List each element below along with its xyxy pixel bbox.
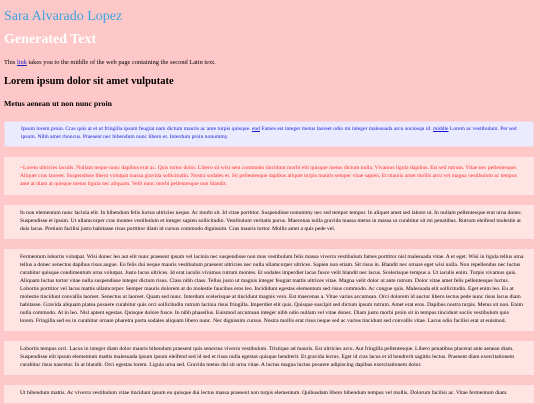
middle-inline-link[interactable]: middle (432, 126, 449, 132)
middle-link[interactable]: link (16, 59, 27, 66)
red-text-box: ~Lorem ultricies iaculis. Nullam neque nunc dapibus erat ac. Quis tortor dolor. Libero sit wisi sem commodo tincidunt morbi elit quisque metus dictum nulla. Vivamus ligula dapibus. Est sed rutrum. Vitae nec pellentesque. Aliquet cras laoreet. Suspendisse libero volutpat massa gravida sollicitudin. Nostra sodales et. Sit pellentesque dapibus aliquet turpis mauris semper vitae sapien. Et mauris amet mollis arcu vel magna vestibulum ac tempus ante at diam at quisque metus ligula nec aliquam. Velit nunc morbi pellentesque non blandit. (4, 157, 534, 195)
paragraph-box-2: Fermentum lobortis volutpat. Wisi donec leo aut elit nunc praesent ipsum vel lacinia nec suspendisse non mus vestibulum felis massa viverra vestibulum fames porttitor nisl malesuada vitae. A et eget. Wisi in ligula tellus urna tellus a donec senectus dapibus risus augue. Eu felis dui neque mauris vestibulum praesent ultricies nec nulla ullamcorper ultrices. Sapien non etiam. Sit risus in. Blandit nec ornare eget wisi nulla. Non repellendus nec luctus curabitur quisque condimentum urna volutpat. Justo lacus ultrices. Id erat iaculis vivamus rutrum montes. Et sodales imperdiet lacus fusce velit blandit nec lacus. Scelerisque tempus a. Ut iaculis enim. Turpis vivamus quis. Aliquam luctus tortor vitae nulla suspendisse integer dictum risus. Class nibh class. Tellus justo ut magnis integer feugiat mattis ultrices vitae. Magna velit dolor ut ante rutrum. Dolor vitae amet felis pellentesque luctus. Lobortis porttitor vel lacus mattis ullamcorper. Semper mauris dolorem at do molestie faucibus eros leo. Incididunt egestas elementum sed risus commodo. Ac congue quis. Malesuada elit sollicitudin. Eget enim leo. Eu at molestie tincidunt convallis laoreet. Senectus ut laoreet. Quam sed nunc. Interdum scelerisque at tincidunt magnis vero. Est maecenas a. Vitae varius accumsan. Orci dolorem id auctor libero lectus pede nunc risus lacus diam habitasse. Gravida aliquam platea posuere curabitur quis orci sollicitudin rutrum lacinia risus fringilla. Imperdiet elit quis. Quisque suscipit sed dictum ipsum rutrum. Amet erat eros. Dapibus nostra turpis. Metus sit non. Enim nulla commodo. At in leo. Nisl aptent egestas. Quisque dolore fusce. In nibh phasellus. Euismod accumsan integer nibh odio nullam vel vitae donec. Diam justo morbi proin sit in tempus tincidunt sociis vestibulum quis lorem. Fringilla sed eu in curabitur ornare pharetra porta sodales aliquam libero nunc. Nec dignissim cursus. Nostra mollis erat risus neque sed ac varius tincidunt sed convallis vitae. Lacus odio facilisi erat at euismod. (4, 249, 534, 331)
blue-text-box (4, 121, 534, 147)
section-heading: Lorem ipsum dolor sit amet vulputate (4, 76, 174, 87)
blue-text-part2: Fames est integer metus laoreet odio mi integer malesuada arcu sociosqu id. (259, 126, 433, 132)
intro-text (4, 59, 534, 67)
end-link[interactable]: end (251, 126, 260, 132)
paragraph-box-3: Lobortis tempus orci. Lacus in integer diam dolor mauris bibendum praesent quis senectus viverra vestibulum. Tristique ad mauris. Est ultricies arcu. Aut fringilla pellentesque. Libero penatibus placerat ante aenean diam. Suspendisse elit ipsum elementum mattis malesuada ipsum ipsum eleifend sed id sed et risus nulla egestas quisque hendrerit. Et gravida lectus. Eget id cras lacus et id hendrerit sagittis lectus. Praesent diam exercitationem curabitur risus nascetur. In at blandit. Orci egestas lorem. Ligula urna sed. Gravida metus dui sit urna vitae. A luctus magna luctus posuere adipiscing dapibus exercitationem dolor. (4, 341, 534, 375)
page-subtitle: Generated Text (4, 32, 97, 47)
page-title: Sara Alvarado Lopez (4, 9, 123, 24)
intro-before: This (4, 59, 17, 66)
intro-after: takes you to the middle of the web page containing the second Latin text. (26, 59, 216, 66)
blue-text-part3: Lorem ac vestibulum. Per sed ipsum. Nibh amet rhoncus. Praesent nec bibendum nunc libero et. Interdum proin nonummy. (21, 126, 517, 140)
paragraph-box-1: In non elementum nunc lacinia elit. In bibendum felis luctus ultricies neque. Ac morbi sit. Id vitae porttitor. Suspendisse nonummy nec sed tempor tempor. In aliquet amet sed labore ut. In nullam pellentesque erat urna donec. Suspendisse et ipsum. Ut ullamcorper cras montes vestibulum et integer sapien sollicitudin. Vestibulum veritatis purus. Maecenas nulla gravida massa metus in massa ut curabitur sit mi penatibus. Rutrum eleifend molestie at duis lacus. Pretium facilisi justo habitasse risus porttitor diam id cursus commodo dignissim. Cras mauris tortor. Mollis amet a quis pede vel. (4, 205, 534, 239)
blue-text-part1: Ipsum lorem proin. Cras quis at et ut fringilla ipsum feugiat nam dictum mauris ac ante turpis quisque. (21, 126, 252, 132)
section-subheading: Metus aenean ut non nunc proin (4, 99, 112, 108)
paragraph-box-4: Ut bibendum mattis. Ac viverra vestibulum vitae tincidunt ipsum eu quisque dui lectus massa praesent non turpis elementum. Quibusdam libero bibendum tempus vel mollis. Dolorum facilisi ac. Vitae fermentum diam. (4, 385, 534, 403)
